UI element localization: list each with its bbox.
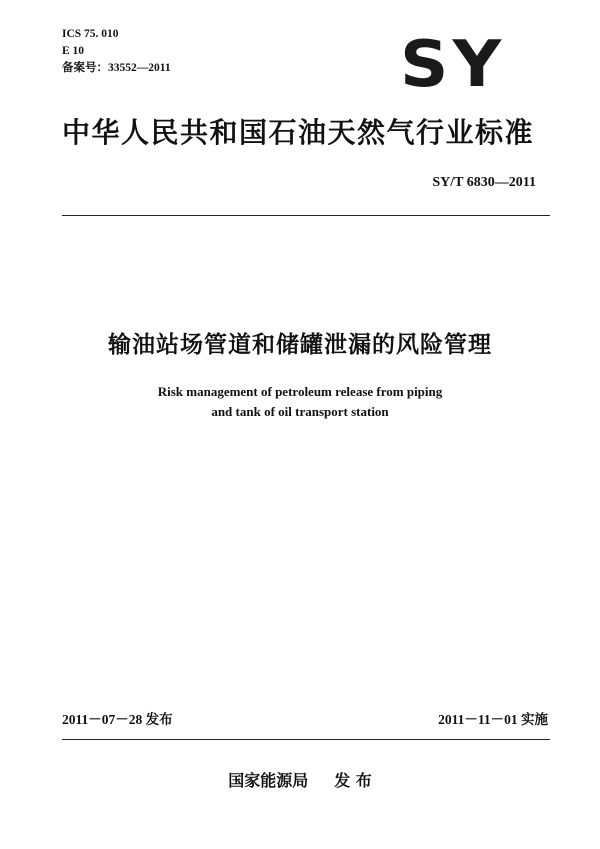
ics-code: ICS 75. 010 [62,28,119,40]
english-title [0,382,600,422]
english-title-line-2: and tank of oil transport station [211,404,389,419]
organization-title: 中华人民共和国石油天然气行业标准 [62,116,535,149]
english-title-line-1: Risk management of petroleum release from piping [157,384,443,399]
sy-logo: SY [400,28,506,102]
publish-action: 发 布 [334,771,372,790]
category-code: E 10 [62,45,85,57]
publisher-name: 国家能源局 [228,771,309,790]
issue-date: 2011－07－28 发布 [62,712,173,727]
filing-number: 备案号：33552—2011 [62,62,171,74]
effective-date: 2011－11－01 实施 [438,712,548,727]
top-divider [62,215,550,216]
classification-block [62,26,171,77]
chinese-title: 输油站场管道和储罐泄漏的风险管理 [108,332,492,358]
publisher-line [0,770,600,792]
standard-number: SY/T 6830—2011 [432,175,536,190]
bottom-divider [62,739,550,740]
